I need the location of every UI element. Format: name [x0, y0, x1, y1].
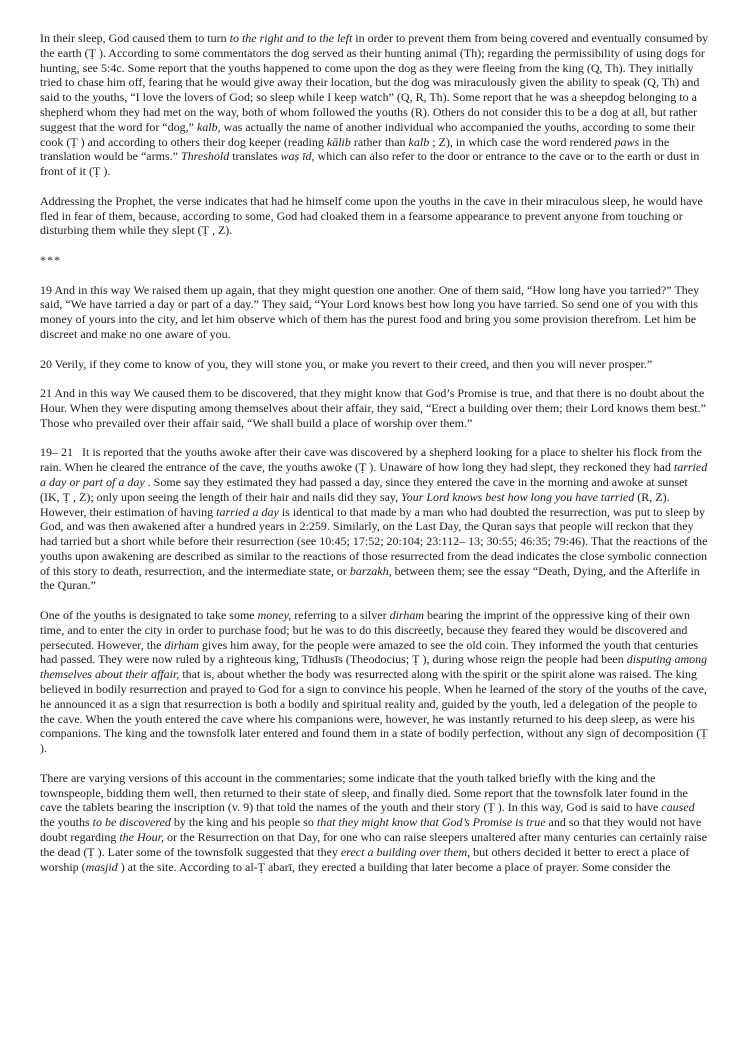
text-run: is identical to that made by a man who had doubted the resurrection, was put to sleep by God, and was then awakened after a hundred years in 2:259. Similarly, on the Last Day, the Quran says that people will reckon that they had tarried but a short while before their resurrection (see 10:45; 17:52; 20:104; 23:112– 13; 30:55; 46:35; 79:46). That the reactions of the youths upon awakening are described as similar to the reactions of those resurrected from the dead indicates the close symbolic connection of this story to death, resurrection, and the intermediate state, or	[40, 504, 711, 578]
verse-20	[40, 357, 710, 372]
commentary-dog-paragraph	[40, 31, 710, 179]
verse-19	[40, 283, 710, 342]
italic-text-run: dirham	[164, 637, 199, 652]
italic-text-run: tarried a day	[216, 504, 279, 519]
italic-text-run: paws	[614, 134, 640, 149]
text-run: One of the youths is designated to take some	[40, 608, 258, 623]
italic-text-run: disputing among themselves about their affair,	[40, 652, 711, 682]
italic-text-run: kalb	[408, 134, 430, 149]
text-run: between them; see the essay “Death, Dying, and the Afterlife in the Quran.”	[40, 563, 703, 593]
text-run: in order to prevent them from being covered and eventually consumed by the earth (Ṭ ). According to some commentators the dog served as their hunting animal (Th); regarding the permissibility of using dogs for hunting, see 5:4c. Some report that the youths happened to come upon the dog as they were fleeing from the king (Q, Th). They initially tried to chase him off, fearing that he would give away their location, but the dog was miraculously given the ability to speak (Q, Th) and said to the youths, “I love the lovers of God; so sleep while I keep watch” (Q, R, Th). Some report that he was a sheepdog belonging to a shepherd whom they had met on the way, both of whom followed the youths (R). Others do not consider this to be a dog at all, but rather suggest that the word for “dog,”	[40, 31, 712, 134]
text-run: ) at the site. According to al-Ṭ abarī, they erected a building that later become a place of prayer. Some consider the	[117, 859, 671, 874]
italic-text-run: to the right and to the left	[229, 31, 353, 45]
text-run: 19 And in this way We raised them up again, that they might question one another. One of them said, “How long have you tarried?” They said, “We have tarried a day or part of a day.” They said, “Your Lord knows best how long you have tarried. So send one of you with this money of yours into the city, and let him observe which of them has the purest food and bring you some provision therefrom. Let him be discreet and make no one aware of you.	[40, 282, 703, 341]
text-run: rather than	[350, 134, 409, 149]
text-run: gives him away, for the people were amazed to see the old coin. They informed the youth that centuries had passed. They were now ruled by a righteous king, Tīdhusīs (Theodocius; Ṭ ), during whose reign the people had been	[40, 637, 702, 667]
italic-text-run: erect a building over them,	[340, 844, 471, 859]
commentary-prophet-paragraph	[40, 194, 710, 238]
text-run: or the Resurrection on that Day, for one who can raise sleepers unaltered after many centuries can certainly raise the dead (Ṭ ). Later some of the townsfolk suggested that they	[40, 830, 710, 859]
text-run: in the translation would be “arms.”	[40, 134, 673, 164]
italic-text-run: caused	[661, 800, 695, 815]
text-run: 21 And in this way We caused them to be discovered, that they might know that God’s Promise is true, and that there is no doubt about the Hour. When they were disputing among themselves about their affair, they said, “Erect a building over them; their Lord knows them best.” Those who prevailed over their affair said, “We shall build a place of worship over them.”	[40, 386, 709, 430]
italic-text-run: Threshold	[180, 149, 230, 164]
italic-text-run: that they might know that God’s Promise is true	[316, 815, 546, 830]
text-run: (R, Z). However, their estimation of having	[40, 489, 673, 519]
verse-21	[40, 386, 710, 430]
italic-text-run: waṣ īd,	[280, 149, 315, 164]
text-run: referring to a silver	[291, 608, 390, 623]
italic-text-run: money,	[257, 608, 292, 623]
text-run: and so that they would not have doubt regarding	[40, 815, 705, 845]
text-run: translates	[229, 149, 281, 164]
italic-text-run: barzakh,	[349, 563, 392, 578]
commentary-versions-paragraph	[40, 771, 710, 875]
italic-text-run: kālib	[326, 134, 351, 149]
text-run: In their sleep, God caused them to turn	[40, 31, 230, 45]
text-run: . Some say they estimated they had passed a day, since they entered the cave in the morning and awoke at sunset (IK, Ṭ , Z); only upon seeing the length of their hair and nails did they say,	[40, 474, 691, 504]
text-run: ***	[40, 252, 61, 267]
document-body	[40, 31, 710, 874]
text-run: but others decided it better to erect a place of worship (	[40, 844, 693, 874]
text-run: the youths	[40, 800, 698, 830]
text-run: ; Z), in which case the word rendered	[429, 134, 615, 149]
italic-text-run: Your Lord knows best how long you have tarried	[401, 489, 635, 504]
text-run: which can also refer to the door or entrance to the cave or to the earth or dust in front of it (Ṭ ).	[40, 149, 703, 179]
text-run: bearing the imprint of the oppressive king of their own time, and to enter the city in order to purchase food; but he was to do this discreetly, because they feared they would be discovered and persecuted. However, the	[40, 608, 693, 652]
italic-text-run: dirham	[389, 608, 425, 623]
text-run: by the king and his people so	[170, 815, 317, 830]
commentary-19-21-paragraph	[40, 445, 710, 593]
italic-text-run: masjid	[85, 859, 118, 874]
text-run: 19– 21 It is reported that the youths awoke after their cave was discovered by a shepherd looking for a place to shelter his flock from the rain. When he cleared the entrance of the cave, the youths awoke (Ṭ ). Unaware of how long they had slept, they reckoned they had	[40, 445, 705, 475]
text-run: There are varying versions of this account in the commentaries; some indicate that the youth talked briefly with the king and the townspeople, bidding them well, then returned to their state of sleep, and finally died. Some report that the townsfolk later found in the cave the tablets bearing the inscription (v. 9) that told the names of the youth and their story (Ṭ ). In this way, God is said to have	[40, 770, 691, 815]
italic-text-run: the Hour,	[119, 830, 164, 845]
italic-text-run: to be discovered	[92, 815, 171, 830]
text-run: 20 Verily, if they come to know of you, they will stone you, or make you revert to their creed, and then you will never prosper.”	[40, 356, 653, 371]
text-run: that is, about whether the body was resurrected along with the spirit or the spirit alone was raised. The king believed in bodily resurrection and prayed to God for a sign to convince his people. When he learned of the story of the youths of the cave, he announced it as a sign that resurrection is both a bodily and spiritual reality and, guided by the youth, led a delegation of the people to the cave. When the youth entered the cave where his companions were, however, he was instantly returned to his deep sleep, as were his companions. The king and the townsfolk later entered and found them in a state of bodily perfection, without any sign of decomposition (Ṭ ).	[40, 667, 711, 756]
italic-text-run: kalb,	[196, 119, 221, 134]
text-run: was actually the name of another individual who accompanied the youths, according to some their cook (Ṭ ) and according to others their dog keeper (reading	[40, 119, 699, 149]
text-run: Addressing the Prophet, the verse indicates that had he himself come upon the youths in the cave in their miraculous sleep, he would have fled in fear of them, because, according to some, God had cloaked them in a fearsome appearance to prevent anyone from touching or disturbing them while they slept (Ṭ , Z).	[40, 193, 706, 238]
section-separator	[40, 253, 710, 268]
commentary-dirham-paragraph	[40, 608, 710, 756]
italic-text-run: tarried a day or part of a day	[40, 460, 711, 489]
